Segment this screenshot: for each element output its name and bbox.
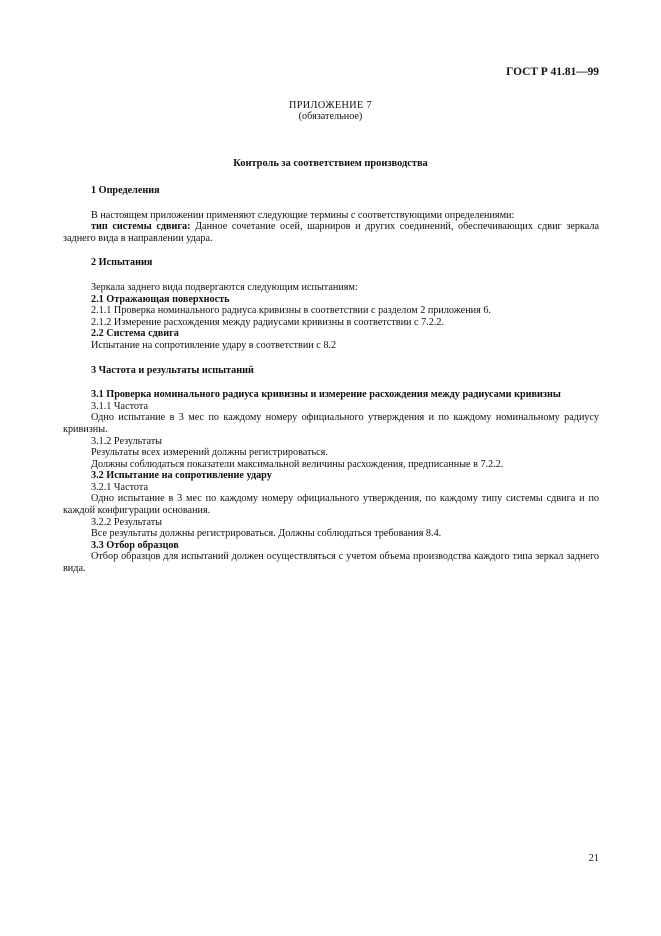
appendix-label: ПРИЛОЖЕНИЕ 7: [288, 100, 373, 111]
item-3-2-2-text: Все результаты должны регистрироваться. Должны соблюдаться требования 8.4.: [91, 528, 442, 540]
term-name: тип системы сдвига:: [91, 221, 191, 233]
section-1-heading: 1 Определения: [91, 185, 160, 196]
item-2-1-2: 2.1.2 Измерение расхождения между радиусами кривизны в соответствии с 7.2.2.: [91, 316, 445, 328]
subsection-2-1-heading: 2.1 Отражающая поверхность: [91, 293, 230, 305]
appendix-status: (обязательное): [298, 111, 363, 122]
item-3-2-1-label: 3.2.1 Частота: [91, 481, 148, 493]
document-body: [63, 185, 599, 575]
item-3-1-2-text-2: Должны соблюдаться показатели максимальной величины расхождения, предписанные в 7.2.2.: [91, 458, 504, 470]
document-title: Контроль за соответствием производства: [233, 158, 428, 169]
subsection-3-3-heading: 3.3 Отбор образцов: [91, 539, 179, 551]
item-3-1-2-label: 3.1.2 Результаты: [91, 435, 163, 447]
section-1-intro: В настоящем приложении применяют следующие термины с соответствующими определениями:: [91, 209, 515, 221]
subsection-2-2-heading: 2.2 Система сдвига: [91, 328, 179, 340]
section-3-heading: 3 Частота и результаты испытаний: [91, 364, 254, 376]
item-3-2-2-label: 3.2.2 Результаты: [91, 516, 163, 528]
section-2-intro: Зеркала заднего вида подвергаются следующим испытаниям:: [91, 281, 358, 293]
item-3-1-2-text-1: Результаты всех измерений должны регистрироваться.: [91, 447, 328, 459]
section-2-heading: 2 Испытания: [91, 257, 153, 269]
term-definition-text: Данное сочетание осей, шарниров и других соединений, обеспечивающих сдвиг зеркала заднего вида в направлении удара.: [63, 221, 599, 244]
subsection-3-1-heading: 3.1 Проверка номинального радиуса кривизны и измерение расхождения между радиусами кривизны: [91, 389, 561, 401]
term-definition: [63, 221, 599, 244]
item-3-3-text: Отбор образцов для испытаний должен осуществляться с учетом объема производства каждого типа зеркал заднего вида.: [63, 551, 599, 575]
item-3-1-1-label: 3.1.1 Частота: [91, 400, 148, 412]
subsection-3-2-heading: 3.2 Испытание на сопротивление удару: [91, 470, 272, 482]
item-3-2-1-text: Одно испытание в 3 мес по каждому номеру официального утверждения, по каждому типу системы сдвига и по каждой конфигурации основания.: [63, 493, 599, 517]
item-2-1-1: 2.1.1 Проверка номинального радиуса кривизны в соответствии с разделом 2 приложения 6.: [91, 305, 491, 317]
item-3-1-1-text: Одно испытание в 3 мес по каждому номеру официального утверждения и по каждому номинальному радиусу кривизны.: [63, 412, 599, 435]
item-2-2-text: Испытание на сопротивление удару в соответствии с 8.2: [91, 339, 337, 351]
page-number: 21: [588, 853, 599, 864]
standard-code: ГОСТ Р 41.81—99: [506, 66, 599, 78]
